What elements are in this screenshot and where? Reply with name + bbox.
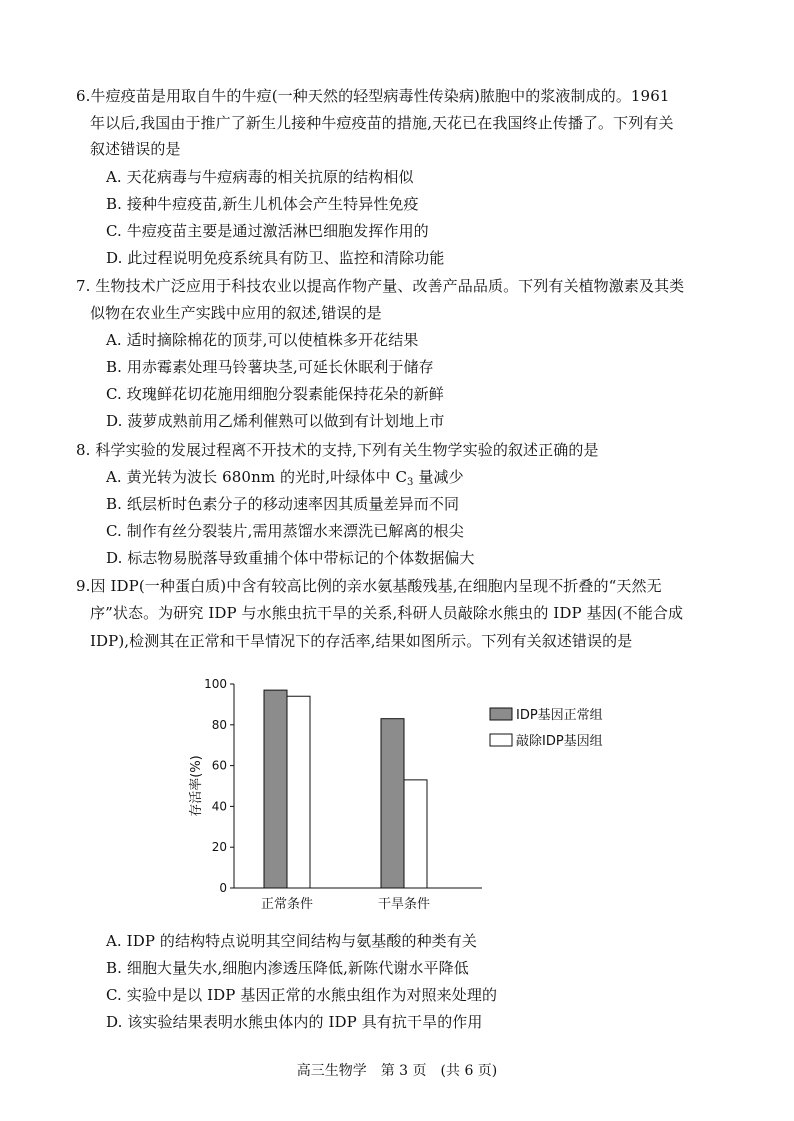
- bar-0-0: [264, 690, 287, 888]
- q8-option-a-tail: 量减少: [413, 468, 464, 486]
- bar-0-1: [287, 696, 310, 888]
- q8-option-c: C. 制作有丝分裂装片,需用蒸馏水来漂洗已解离的根尖: [106, 522, 464, 540]
- bar-1-0: [381, 719, 404, 888]
- y-tick-label: 60: [211, 758, 227, 773]
- q8-option-d: D. 标志物易脱落导致重捕个体中带标记的个体数据偏大: [106, 549, 475, 567]
- q7-option-c: C. 玫瑰鲜花切花施用细胞分裂素能保持花朵的新鲜: [106, 385, 444, 403]
- q9-line-3: IDP),检测其在正常和干旱情况下的存活率,结果如图所示。下列有关叙述错误的是: [90, 632, 633, 650]
- q6-option-c: C. 牛痘疫苗主要是通过激活淋巴细胞发挥作用的: [106, 222, 429, 240]
- q7-option-a: A. 适时摘除棉花的顶芽,可以使植株多开花结果: [106, 331, 419, 349]
- q8-option-a-subscript: 3: [407, 477, 414, 488]
- q8-option-b: B. 纸层析时色素分子的移动速率因其质量差异而不同: [106, 495, 460, 513]
- q6-line-2: 年以后,我国由于推广了新生儿接种牛痘疫苗的措施,天花已在我国终止传播了。下列有关: [90, 114, 674, 132]
- q9-option-a: A. IDP 的结构特点说明其空间结构与氨基酸的种类有关: [106, 932, 477, 950]
- y-tick-label: 20: [211, 840, 227, 855]
- legend-swatch: [490, 708, 512, 720]
- y-tick-label: 40: [211, 799, 227, 814]
- q9-option-d: D. 该实验结果表明水熊虫体内的 IDP 具有抗干旱的作用: [106, 1013, 483, 1031]
- legend-label: IDP基因正常组: [516, 708, 603, 723]
- q6-line-1: 6.牛痘疫苗是用取自牛的牛痘(一种天然的轻型病毒性传染病)脓胞中的浆液制成的。1961: [76, 87, 670, 105]
- q7-line-2: 似物在农业生产实践中应用的叙述,错误的是: [90, 304, 382, 322]
- legend-swatch: [490, 734, 512, 746]
- q7-line-1: 7. 生物技术广泛应用于科技农业以提高作物产量、改善产品品质。下列有关植物激素及其类: [76, 277, 685, 295]
- legend-label: 敲除IDP基因组: [516, 734, 603, 749]
- q6-option-a: A. 天花病毒与牛痘病毒的相关抗原的结构相似: [106, 168, 414, 186]
- q8-option-a-text: A. 黄光转为波长 680nm 的光时,叶绿体中 C: [106, 468, 408, 486]
- x-category-label: 正常条件: [260, 897, 314, 912]
- survival-rate-bar-chart: [180, 672, 640, 922]
- q8-line-1: 8. 科学实验的发展过程离不开技术的支持,下列有关生物学实验的叙述正确的是: [76, 441, 599, 459]
- q9-option-b: B. 细胞大量失水,细胞内渗透压降低,新陈代谢水平降低: [106, 959, 469, 977]
- q6-option-d: D. 此过程说明免疫系统具有防卫、监控和清除功能: [106, 249, 445, 267]
- q9-line-2: 序”状态。为研究 IDP 与水熊虫抗干旱的关系,科研人员敲除水熊虫的 IDP 基因(不能合成: [90, 604, 684, 622]
- y-tick-label: 80: [211, 717, 227, 732]
- q7-option-b: B. 用赤霉素处理马铃薯块茎,可延长休眠利于储存: [106, 358, 434, 376]
- x-category-label: 干旱条件: [377, 897, 431, 912]
- q8-option-a: [106, 466, 464, 488]
- y-tick-label: 0: [219, 881, 227, 895]
- y-axis-label: 存活率(%): [189, 755, 204, 817]
- q9-option-c: C. 实验中是以 IDP 基因正常的水熊虫组作为对照来处理的: [106, 986, 498, 1004]
- q9-line-1: 9.因 IDP(一种蛋白质)中含有较高比例的亲水氨基酸残基,在细胞内呈现不折叠的“天然无: [76, 577, 662, 595]
- q7-option-d: D. 菠萝成熟前用乙烯利催熟可以做到有计划地上市: [106, 412, 445, 430]
- q6-line-3: 叙述错误的是: [90, 140, 181, 158]
- y-tick-label: 100: [204, 677, 227, 691]
- page-footer: 高三生物学 第 3 页 (共 6 页): [296, 1063, 498, 1079]
- bar-1-1: [404, 780, 427, 888]
- q6-option-b: B. 接种牛痘疫苗,新生儿机体会产生特异性免疫: [106, 195, 419, 213]
